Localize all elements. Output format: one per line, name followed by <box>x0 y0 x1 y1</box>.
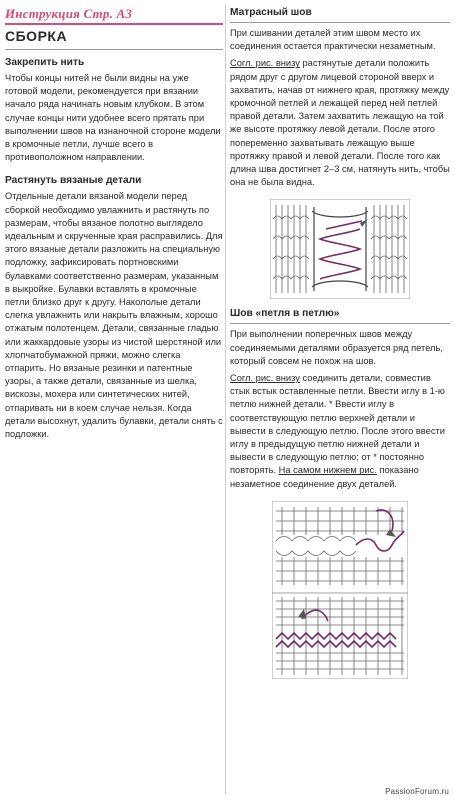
section-title: СБОРКА <box>5 28 68 44</box>
instruction-title: Инструкция Стр. А3 <box>5 6 133 21</box>
bottom-figure-reference: На самом нижнем рис. <box>278 465 377 476</box>
title-underline <box>5 23 223 25</box>
loop-seam-steps <box>230 372 450 491</box>
mattress-seam-illustration <box>270 199 410 299</box>
loop-seam-steps-text: соединить детали, совместив стык встык оставленные петли. Ввести иглу в 1-ю петлю нижней детали. * Ввести иглу в соответствующую петлю верхней детали и вывести в следующую петлю. После этого ввести иглу в предыдущую петлю нижней детали и вывести в следующую петлю; от * постоянно повторять. <box>230 373 445 476</box>
section-divider <box>5 49 223 50</box>
mattress-seam-steps-text: растянутые детали положить рядом друг с другом лицевой стороной вверх и захватить, начав от нижнего края, протяжку между кромочной петлей и лежащей перед ней петлей правой детали. Затем захватить лежащую на той же высоте протяжку левой детали. После этого попеременно захватывать лежащую выше протяжку правой и левой детали. После того как длина шва достигнет 2–3 см, натянуть нить, чтобы она не была видна. <box>230 58 450 188</box>
mattress-divider <box>230 22 450 23</box>
secure-thread-heading: Закрепить нить <box>5 57 85 68</box>
stretch-parts-heading: Растянуть вязаные детали <box>5 175 142 187</box>
loop-seam-heading: Шов «петля в петлю» <box>230 308 340 320</box>
loop-seam-intro: При выполнении поперечных швов между соединяемыми деталями образуется ряд петель, который совсем не похож на шов. <box>230 329 443 366</box>
figure-reference: Согл. рис. внизу <box>230 58 300 69</box>
stretch-parts-text: Отдельные детали вязаной модели перед сборкой необходимо увлажнить и растянуть по размерам, чтобы вязаное полотно выглядело идеальным и скрученные края расправились. Для этого вязаные детали разложить на специальную подложку, зафиксировать портновскими булавками соответственно размерам, указанным в выкройке. Булавки вставлять в кромочные петли близко друг к другу. Накололые детали слегка увлажнить или накрыть влажным, хорошо отжатым полотенцем. Детали, связанные гладью или жаккардовые узоры из чистой шерстяной или хлопчатобумажной пряжи, можно слегка отпарить. Но вязаные резинки и патентные узоры, а также детали, связанные из шелка, вискозы, мохера или синтетических нитей, отпаривать ни в коем случае нельзя. Когда детали высохнут, удалить булавки, детали снять с подложки. <box>5 191 223 440</box>
mattress-seam-steps <box>230 57 450 189</box>
secure-thread-text: Чтобы концы нитей не были видны на уже готовой модели, рекомендуется при вязании начало ряда начинать новым клубком. В этом случае концы нити удобнее всего прятать при выполнении швов на изнаночной стороне модели в кромочные петли, лучше всего в противоположном направлении. <box>5 73 221 163</box>
left-column <box>5 6 223 451</box>
figure-reference: Согл. рис. внизу <box>230 373 300 384</box>
loop-seam-divider <box>230 323 450 324</box>
loop-seam-final-text: показано незаметное соединение двух деталей. <box>230 465 419 489</box>
mattress-seam-heading: Матрасный шов <box>230 7 312 18</box>
loop-to-loop-seam-illustration <box>272 501 408 679</box>
right-column <box>230 6 450 685</box>
column-divider <box>225 4 226 794</box>
mattress-seam-intro: При сшивании деталей этим швом место их соединения остается практически незаметным. <box>230 28 436 52</box>
watermark: PassionForum.ru <box>385 787 449 796</box>
